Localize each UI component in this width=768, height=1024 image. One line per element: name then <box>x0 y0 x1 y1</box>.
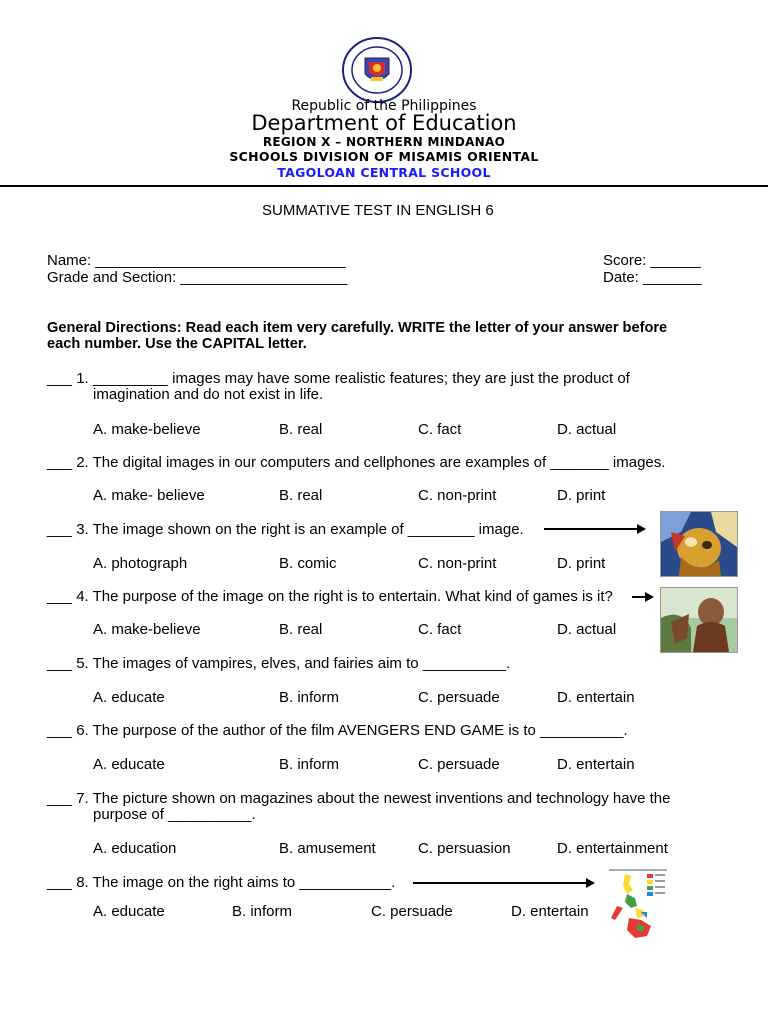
q1-option-c: C. fact <box>418 421 462 438</box>
q8-arrow <box>413 882 593 884</box>
q5-option-b: B. inform <box>279 689 340 706</box>
q2-option-c: C. non-print <box>418 487 497 504</box>
q7-option-a: A. education <box>93 840 177 857</box>
q7-option-d: D. entertainment <box>557 840 668 857</box>
q1-option-d: D. actual <box>557 421 617 438</box>
q2-option-d: D. print <box>557 487 606 504</box>
q3-option-d: D. print <box>557 555 606 572</box>
question-4-text: ___ 4. The purpose of the image on the right is to entertain. What kind of games is it? <box>47 588 613 605</box>
q5-option-c: C. persuade <box>418 689 500 706</box>
deped-seal <box>341 36 413 104</box>
question-6-text: ___ 6. The purpose of the author of the film AVENGERS END GAME is to __________. <box>47 722 628 739</box>
q3-painting-image <box>660 511 738 577</box>
q4-option-c: C. fact <box>418 621 462 638</box>
q1-option-b: B. real <box>279 421 323 438</box>
q3-option-b: B. comic <box>279 555 337 572</box>
region-line: REGION X – NORTHERN MINDANAO <box>262 135 506 149</box>
date-field[interactable]: Date: _______ <box>603 269 702 286</box>
name-field[interactable]: Name: ______________________________ <box>47 252 346 269</box>
q6-option-c: C. persuade <box>418 756 500 773</box>
q7-option-b: B. amusement <box>279 840 376 857</box>
question-8-text: ___ 8. The image on the right aims to ___________. <box>47 874 396 891</box>
q6-option-a: A. educate <box>93 756 165 773</box>
question-2-text: ___ 2. The digital images in our computers and cellphones are examples of _______ images. <box>47 454 666 471</box>
department-title: Department of Education <box>251 111 517 135</box>
question-1-text-cont: imagination and do not exist in life. <box>93 386 324 403</box>
q1-option-a: A. make-believe <box>93 421 201 438</box>
header-divider <box>0 185 768 187</box>
school-name: TAGOLOAN CENTRAL SCHOOL <box>277 165 491 180</box>
question-7-text-cont: purpose of __________. <box>93 806 256 823</box>
q8-option-c: C. persuade <box>371 903 453 920</box>
directions-line-2: each number. Use the CAPITAL letter. <box>47 336 307 352</box>
q5-option-d: D. entertain <box>557 689 635 706</box>
q4-option-b: B. real <box>279 621 323 638</box>
q8-philippines-map-image <box>607 868 671 942</box>
grade-section-field[interactable]: Grade and Section: ____________________ <box>47 269 348 286</box>
q4-option-d: D. actual <box>557 621 617 638</box>
q4-game-image <box>660 587 738 653</box>
q3-arrow <box>544 528 644 530</box>
q8-option-d: D. entertain <box>511 903 589 920</box>
q6-option-d: D. entertain <box>557 756 635 773</box>
question-3-text: ___ 3. The image shown on the right is an example of ________ image. <box>47 521 524 538</box>
q3-option-a: A. photograph <box>93 555 188 572</box>
q2-option-b: B. real <box>279 487 323 504</box>
q4-arrow <box>632 596 652 598</box>
question-5-text: ___ 5. The images of vampires, elves, and fairies aim to __________. <box>47 655 511 672</box>
q8-option-a: A. educate <box>93 903 165 920</box>
question-1-text: ___ 1. _________ images may have some realistic features; they are just the product of <box>47 370 630 387</box>
directions-line-1: General Directions: Read each item very carefully. WRITE the letter of your answer before <box>47 320 668 336</box>
q3-option-c: C. non-print <box>418 555 497 572</box>
score-field[interactable]: Score: ______ <box>603 252 701 269</box>
q2-option-a: A. make- believe <box>93 487 205 504</box>
q6-option-b: B. inform <box>279 756 340 773</box>
q7-option-c: C. persuasion <box>418 840 511 857</box>
test-title: SUMMATIVE TEST IN ENGLISH 6 <box>262 202 494 219</box>
q5-option-a: A. educate <box>93 689 165 706</box>
division-line: SCHOOLS DIVISION OF MISAMIS ORIENTAL <box>229 149 539 164</box>
q8-option-b: B. inform <box>232 903 293 920</box>
q4-option-a: A. make-believe <box>93 621 201 638</box>
question-7-text: ___ 7. The picture shown on magazines about the newest inventions and technology have the <box>47 790 671 807</box>
republic-line: Republic of the Philippines <box>291 98 477 114</box>
